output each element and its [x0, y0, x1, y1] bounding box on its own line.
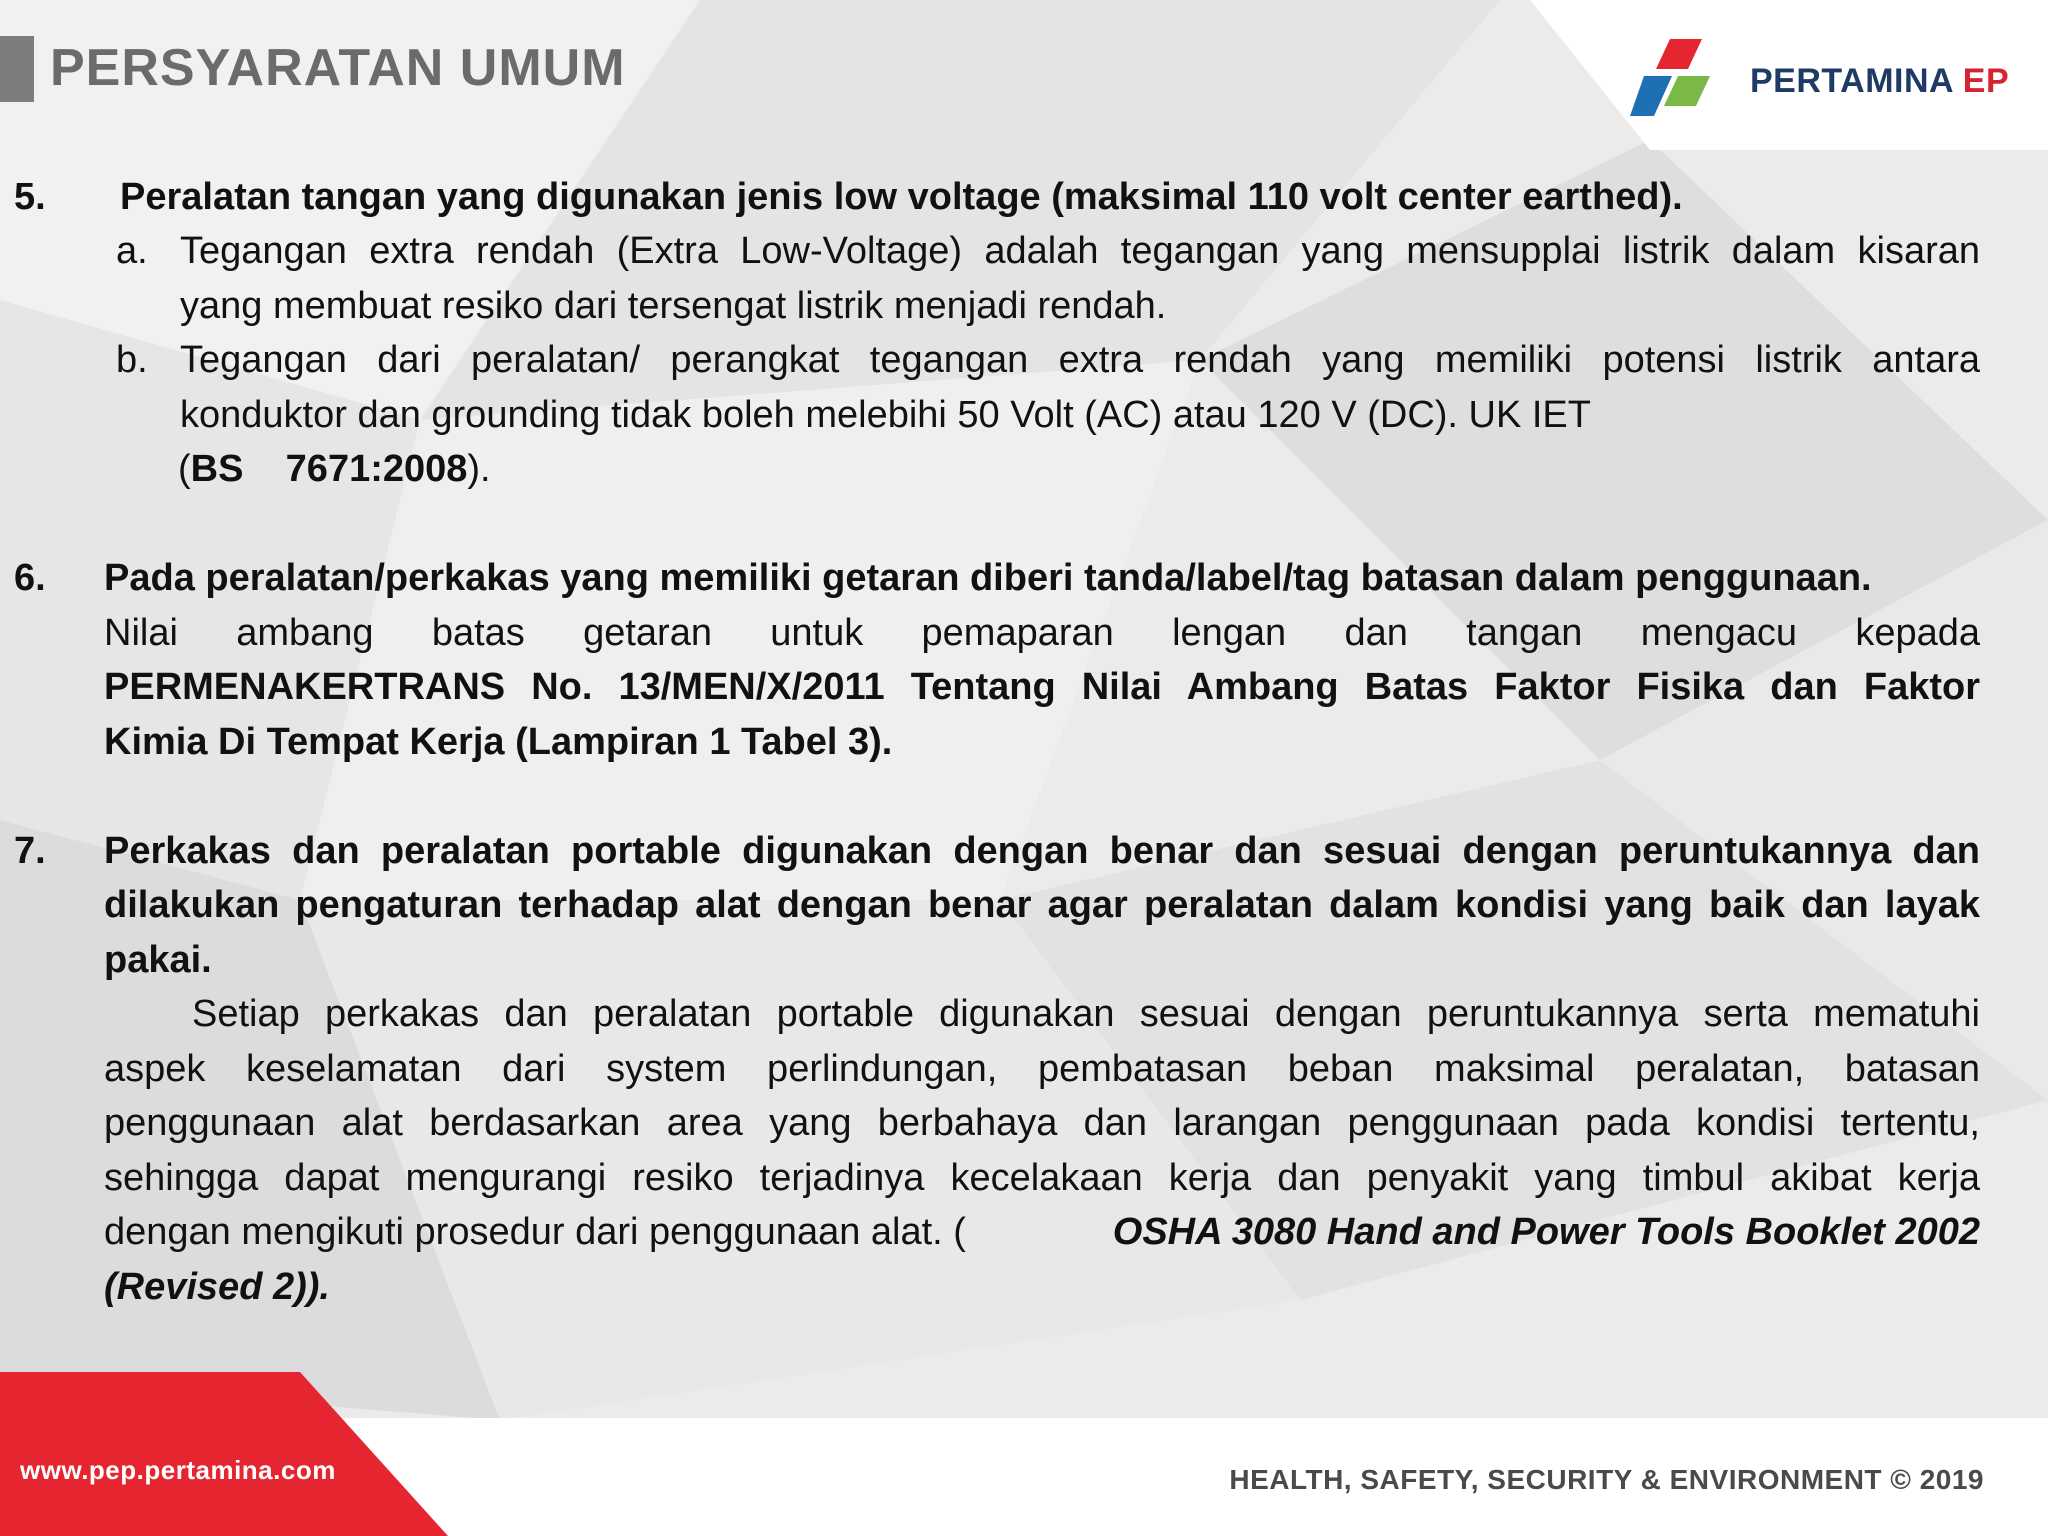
footer-copyright: HEALTH, SAFETY, SECURITY & ENVIRONMENT © 2019	[1229, 1464, 1984, 1495]
item-7-reference: OSHA 3080 Hand and Power Tools Booklet 2002	[1112, 1211, 1980, 1253]
item-5b-line-2: konduktor dan grounding tidak boleh melebihi 50 Volt (AC) atau 120 V (DC). UK IET	[180, 394, 1591, 436]
slide-title: PERSYARATAN UMUM	[50, 39, 626, 97]
item-5b-marker: b.	[116, 339, 148, 381]
footer-website-link[interactable]: www.pep.pertamina.com	[20, 1455, 336, 1485]
pertamina-ep-logo	[1630, 34, 2030, 124]
item-7-body-line-5-text: dengan mengikuti prosedur dari penggunaan alat. (	[104, 1211, 966, 1253]
item-7-body-line-5	[104, 1205, 1980, 1260]
item-6-heading: Pada peralatan/perkakas yang memiliki getaran diberi tanda/label/tag batasan dalam penggunaan.	[104, 557, 1872, 599]
item-5-heading: Peralatan tangan yang digunakan jenis low voltage (maksimal 110 volt center earthed).	[120, 176, 1683, 218]
item-7-body-line-2: aspek keselamatan dari system perlindungan, pembatasan beban maksimal peralatan, batasan	[104, 1048, 1980, 1090]
item-6-number: 6.	[14, 557, 46, 599]
pertamina-logo-icon	[1630, 34, 1740, 124]
item-5a-line-2: yang membuat resiko dari tersengat listrik menjadi rendah.	[180, 285, 1167, 327]
item-6-body-line-2: PERMENAKERTRANS No. 13/MEN/X/2011 Tentang Nilai Ambang Batas Faktor Fisika dan Faktor	[104, 666, 1980, 708]
ref-standard: BS 7671:2008	[190, 448, 468, 490]
item-7-body-line-3: penggunaan alat berdasarkan area yang berbahaya dan larangan penggunaan pada kondisi tertentu,	[104, 1102, 1980, 1144]
item-6-body-line-1: Nilai ambang batas getaran untuk pemaparan lengan dan tangan mengacu kepada	[104, 612, 1980, 654]
ref-open: (	[178, 448, 191, 490]
item-7-reference-end: (Revised 2)).	[104, 1266, 330, 1308]
item-6-body-line-3: Kimia Di Tempat Kerja (Lampiran 1 Tabel 3).	[104, 721, 893, 763]
item-5b-line-1: Tegangan dari peralatan/ perangkat tegangan extra rendah yang memiliki potensi listrik antara	[180, 339, 1980, 381]
item-7-number: 7.	[14, 830, 46, 872]
logo-suffix: EP	[1962, 62, 2010, 100]
item-7-heading-line-3: pakai.	[104, 939, 212, 981]
ref-close: ).	[467, 448, 491, 490]
item-7-heading-line-2: dilakukan pengaturan terhadap alat dengan benar agar peralatan dalam kondisi yang baik dan layak	[104, 884, 1980, 926]
item-5b-reference	[178, 442, 491, 497]
item-5a-marker: a.	[116, 230, 148, 272]
logo-wordmark	[1750, 62, 2009, 101]
item-5a-line-1: Tegangan extra rendah (Extra Low-Voltage) adalah tegangan yang mensupplai listrik dalam kisaran	[180, 230, 1980, 272]
item-7-body-line-1: Setiap perkakas dan peralatan portable digunakan sesuai dengan peruntukannya serta mematuhi	[192, 993, 1980, 1035]
logo-name: PERTAMINA	[1750, 62, 1953, 100]
item-7-body-line-4: sehingga dapat mengurangi resiko terjadinya kecelakaan kerja dan penyakit yang timbul akibat kerja	[104, 1157, 1980, 1199]
item-5-number: 5.	[14, 176, 46, 218]
title-accent-bar	[0, 36, 34, 102]
item-7-heading-line-1: Perkakas dan peralatan portable digunakan dengan benar dan sesuai dengan peruntukannya dan	[104, 830, 1980, 872]
